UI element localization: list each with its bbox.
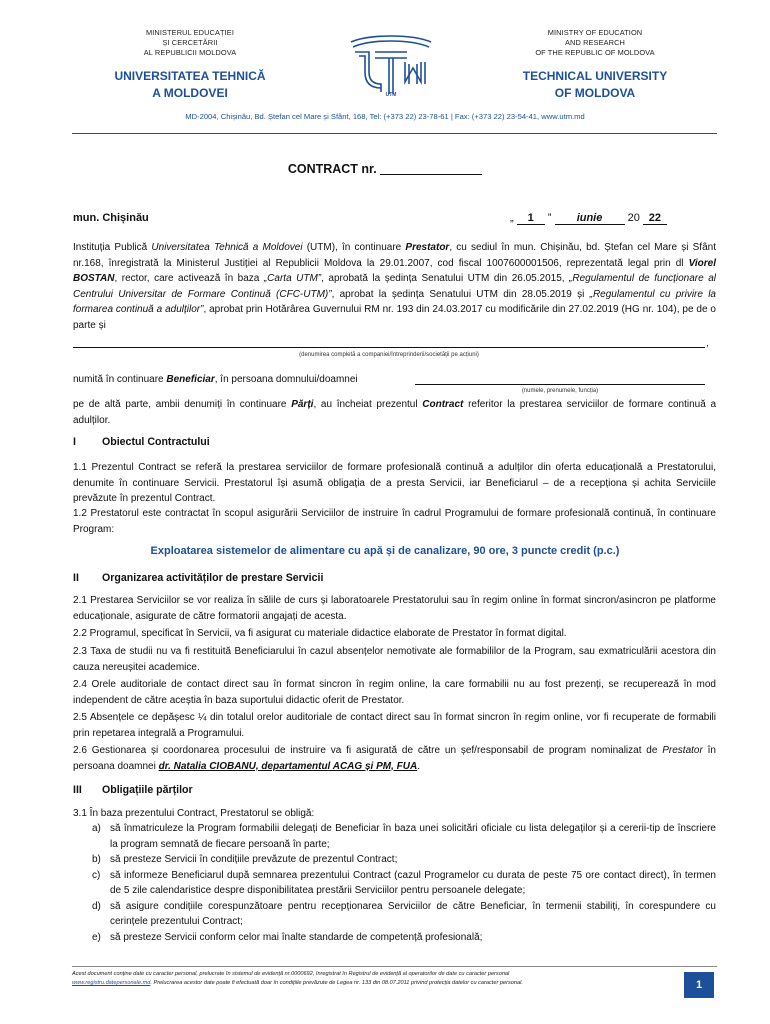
list-text: să asigure condițiile corespunzătoare pentru recepționarea Serviciilor de către Beneficiar, în termenii stabiliți, în corespundere cu cerințele prezentului Contract; [110, 900, 716, 927]
ministry-name-ro [105, 28, 275, 58]
intro-text: , aprobată la ședința Senatului UTM din 26.05.2015, [321, 273, 570, 284]
section-number: I [73, 436, 76, 448]
university-line: TECHNICAL UNIVERSITY [522, 69, 668, 83]
footer-text: . Prelucrarea acestor date poate fi efectuată doar în condițiile prevăzute de Legea nr. 133 din 08.07.2011 privind protecția datelor cu caracter personal. [150, 980, 523, 986]
named-text: , în persoana domnului/doamnei [214, 374, 358, 385]
intro-text: , aprobat la ședința Senatului UTM din 28.05.2019 și [331, 288, 590, 300]
header-divider [72, 133, 717, 134]
intro-text: Viorel BOSTAN [73, 257, 716, 284]
clause-3-1: 3.1 În baza prezentului Contract, Prestatorul se obligă: [73, 808, 315, 819]
clause-text: în persoana doamnei [73, 745, 716, 772]
intro-text: Prestator [405, 242, 450, 253]
parties-paragraph [73, 397, 716, 428]
section-title: Obligațiile părților [102, 784, 193, 796]
contract-date [510, 212, 667, 225]
intro-text: , aprobat prin Hotărârea Guvernului RM nr. 193 din 24.03.2017 cu modificările din 27.02.2019 (HG nr. 104), pe de o parte și [73, 304, 716, 331]
intro-text: , rector, care activează în baza [114, 273, 264, 284]
ministry-line: OF THE REPUBLIC OF MOLDOVA [535, 48, 655, 57]
list-marker: b) [92, 854, 101, 865]
list-item [92, 821, 716, 852]
parties-text: Contract [422, 399, 464, 410]
logo-text: UTM [385, 92, 397, 98]
list-item [92, 899, 716, 930]
clause-text: Prestator [662, 745, 703, 756]
parties-text: , au încheiat prezentul [313, 399, 423, 410]
clause-1-1: 1.1 Prezentul Contract se referă la prestarea serviciilor de formare profesională continuă a adulților din oferta educațională a Prestatorului, denumite în continuare Servicii. Prestatorul își asumă obligația de a presta Servicii, iar Beneficiarul – de a recepționa și achita Serviciile prevăzute în prezentul Contract. [73, 462, 716, 504]
beneficiary-line [73, 372, 716, 388]
clause-2-1: 2.1 Prestarea Serviciilor se vor realiza în sălile de curs și laboratoarele Prestatorului sau în regim online în format sincron/asincron pe platforme educaționale, asigurate de către formatorii angajați de acesta. [73, 595, 716, 622]
person-caption: (numele, prenumele, funcția) [521, 388, 599, 394]
ministry-line: MINISTRY OF EDUCATION [547, 28, 643, 37]
list-text: să presteze Servicii conform celor mai înalte standarde de competență profesională; [110, 931, 483, 943]
clause-2-3: 2.3 Taxa de studii nu va fi restituită Beneficiarului în cazul absențelor nemotivate ale formabililor de la Program, sau exmatriculării acestora din cauza nereușitei academice. [73, 646, 716, 673]
ministry-name-en [495, 28, 695, 58]
clause-2-5: 2.5 Absențele ce depășesc ¼ din totalul orelor auditoriale de contact direct sau în format sincron în regim online, vor fi recuperate de formabili prin repetarea integrală a Programului. [73, 712, 716, 739]
program-manager: dr. Natalia CIOBANU, departamentul ACAG și PM, FUA [158, 760, 418, 772]
intro-paragraph [73, 240, 716, 333]
list-text: să presteze Servicii în condițiile prevăzute de prezentul Contract; [110, 854, 398, 865]
section-title: Organizarea activităților de prestare Servicii [102, 572, 324, 584]
intro-text: „Regulamentul cu privire la formarea continuă a adulților” [73, 288, 716, 315]
list-marker: c) [92, 869, 101, 881]
intro-text: Instituția Publică [73, 242, 152, 253]
intro-text: (UTM), în continuare [302, 242, 406, 253]
university-address: MD-2004, Chișinău, Bd. Ștefan cel Mare și Sfânt, 168, Tel: (+373 22) 23-78-61 | Fax: (+373 22) 23-54-41, www.utm.md [185, 112, 585, 121]
clause-1-2: 1.2 Prestatorul este contractat în scopul asigurării Serviciilor de instruire în cadrul Programului de formare profesională continuă, în continuare Program: [73, 508, 716, 535]
ministry-line: AL REPUBLICII MOLDOVA [143, 48, 237, 57]
intro-text: „Carta UTM” [263, 273, 322, 284]
date-day: 1 [517, 212, 545, 225]
section-number: II [73, 572, 79, 584]
date-quote: „ [510, 212, 514, 224]
ministry-line: AND RESEARCH [565, 38, 625, 47]
clause-2-2: 2.2 Programul, specificat în Servicii, va fi asigurat cu materiale didactice elaborate de Prestator în format digital. [73, 628, 567, 639]
contract-title [0, 162, 770, 176]
list-marker: d) [92, 900, 101, 912]
footer-note [72, 970, 672, 988]
date-month: iunie [555, 212, 625, 225]
named-text: numită în continuare [73, 374, 167, 385]
clause-2-6 [73, 743, 716, 774]
contract-title-text: CONTRACT nr. [287, 162, 377, 176]
intro-text: „Regulamentul de funcționare al Centrului Universitar de Formare Continuă (CFC-UTM)” [73, 273, 716, 300]
clause-text: . [417, 760, 420, 772]
parties-text: Părți [291, 399, 314, 410]
clause-2-4: 2.4 Orele auditoriale de contact direct sau în format sincron în regim online, la care formabilii nu au fost prezenți, se recuperează în mod independent de către aceștia în baza suportului didactic oferit de Prestator. [73, 679, 716, 706]
clause-text: 2.6 Gestionarea și coordonarea procesului de instruire va fi asigurată de către un șef/responsabil de program nominalizat de [73, 745, 663, 756]
list-marker: e) [92, 931, 101, 943]
company-name-blank [73, 347, 705, 348]
section-title: Obiectul Contractului [102, 436, 210, 448]
university-line: UNIVERSITATEA TEHNICĂ [114, 69, 266, 83]
list-marker: a) [92, 823, 101, 834]
section-number: III [73, 784, 82, 796]
ministry-line: ȘI CERCETĂRII [162, 38, 218, 47]
ministry-line: MINISTERUL EDUCAȚIEI [146, 28, 234, 37]
parties-text: pe de altă parte, ambii denumiți în continuare [73, 399, 292, 410]
list-text: să înmatriculeze la Program formabilii delegați de Beneficiar în baza unei solicitări oficiale cu lista delegaților și a cererii-tip de înscriere la program semnată de fiecare persoană în parte; [110, 823, 716, 850]
registry-link[interactable]: www.registru.datepersonale.md [72, 980, 151, 986]
footer-text: Acest document conține date cu caracter personal, prelucrate în sistemul de evidență nr.0000692, înregistrat în Registrul de evidență al operatorilor de date cu caracter personal [72, 971, 510, 977]
list-item [92, 930, 716, 946]
university-name-en [495, 68, 695, 102]
program-name: Exploatarea sistemelor de alimentare cu apă și de canalizare, 90 ore, 3 puncte credit (p.c.) [150, 545, 620, 557]
university-name-ro [95, 68, 285, 102]
city: mun. Chișinău [73, 212, 149, 224]
parties-text: referitor la prestarea serviciilor de formare continuă a adulților. [73, 399, 717, 426]
university-line: A MOLDOVEI [152, 86, 228, 100]
footer-divider [72, 966, 717, 967]
contract-number-blank [380, 162, 482, 175]
page-number: 1 [684, 972, 714, 998]
person-name-blank [415, 384, 705, 385]
utm-logo-icon [345, 32, 437, 98]
intro-text: Universitatea Tehnică a Moldovei [151, 242, 303, 253]
date-year-prefix: 20 [627, 212, 640, 224]
list-item [92, 868, 716, 899]
comma: , [706, 338, 709, 349]
intro-text: , cu sediul în mun. Chișinău, bd. Ștefan cel Mare și Sfânt nr.168, înregistrată la Ministerul Justiției al Republicii Moldova la 29.01.2007, cod fiscal 1007600001506, reprezentată legal prin dl [73, 242, 716, 269]
university-line: OF MOLDOVA [554, 86, 636, 100]
company-caption: (denumirea completă a companiei/întreprinderii/societății pe acțiuni) [299, 352, 479, 358]
named-text: Beneficiar [166, 374, 215, 385]
date-quote: ” [547, 212, 552, 224]
date-year: 22 [643, 212, 667, 225]
list-text: să informeze Beneficiarul după semnarea prezentului Contract (cazul Programelor cu durata de peste 75 ore contact direct), în termen de 5 zile calendaristice despre disponibilitatea prestării Serviciilor pentru persoanele delegate; [110, 869, 716, 896]
obligations-list [92, 821, 716, 945]
utm-logo [345, 32, 437, 98]
list-item [92, 852, 716, 868]
